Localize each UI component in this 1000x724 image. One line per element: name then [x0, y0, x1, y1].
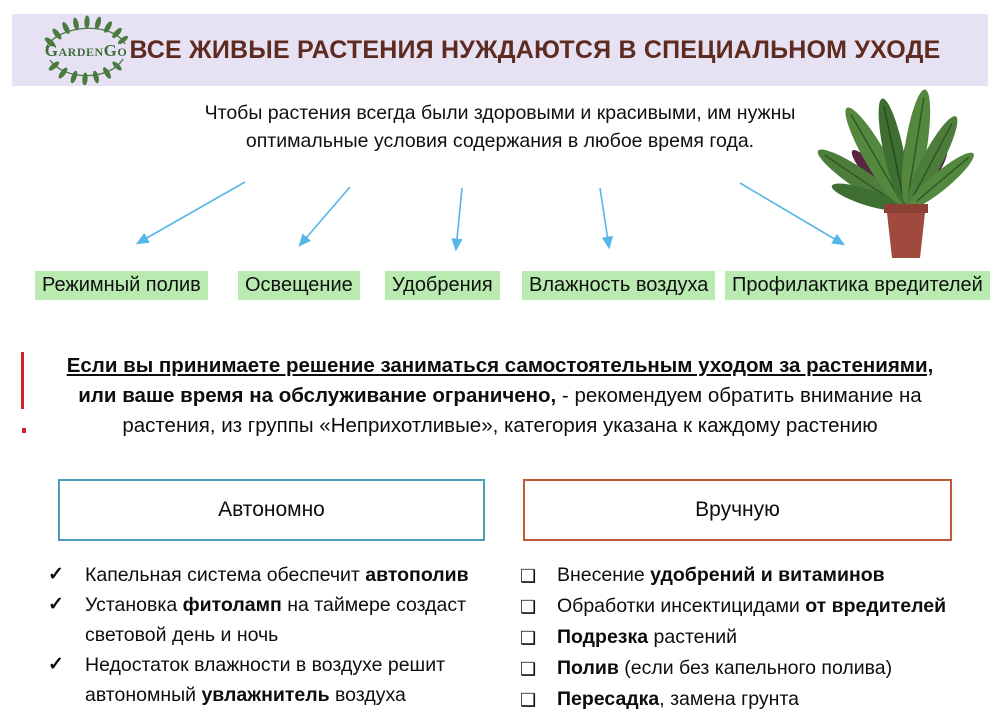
checkmark-icon: ✓: [48, 654, 64, 675]
checkbox-icon: ❑: [520, 628, 537, 648]
brand-name: GardenGo: [44, 41, 128, 60]
header-banner: [12, 14, 988, 86]
list-item: [48, 560, 485, 590]
manual-column-title: Вручную: [695, 498, 780, 521]
list-item: [520, 653, 977, 684]
advice-line: Если вы принимаете решение заниматься самостоятельным уходом за растениями,: [66, 354, 934, 377]
manual-care-list: [520, 560, 977, 715]
down-arrow-icon: [300, 187, 350, 245]
list-item: [520, 684, 977, 715]
list-item: [520, 622, 977, 653]
list-item: [48, 650, 485, 710]
list-item-text: Капельная система обеспечит автополив: [85, 564, 469, 586]
auto-column-title: Автономно: [218, 498, 325, 521]
care-label-watering: Режимный полив: [35, 271, 208, 300]
list-item-text: Подрезка растений: [557, 626, 738, 648]
care-label-pests: Профилактика вредителей: [725, 271, 990, 300]
list-item-text: Недостаток влажности в воздухе решит автономный увлажнитель воздуха: [85, 654, 446, 706]
auto-column-header: [58, 479, 485, 541]
intro-line: оптимальные условия содержания в любое время года.: [245, 130, 755, 152]
list-item-text: Полив (если без капельного полива): [557, 657, 893, 679]
auto-care-list: [48, 560, 485, 710]
intro-line: Чтобы растения всегда были здоровыми и красивыми, им нужны: [204, 102, 796, 124]
red-accent-bar: [21, 352, 24, 409]
down-arrow-icon: [600, 188, 609, 247]
brand-logo: [30, 15, 142, 85]
care-label-lighting: Освещение: [238, 271, 360, 300]
down-arrow-icon: [740, 183, 843, 244]
care-label-fertilizer: Удобрения: [385, 271, 500, 300]
care-label-humidity: Влажность воздуха: [522, 271, 715, 300]
intro-text: [150, 99, 850, 155]
checkbox-icon: ❑: [520, 659, 537, 679]
advice-line: растения, из группы «Неприхотливые», категория указана к каждому растению: [122, 414, 878, 437]
list-item-text: Обработки инсектицидами от вредителей: [557, 595, 947, 617]
list-item: [520, 591, 977, 622]
checkmark-icon: ✓: [48, 564, 64, 585]
down-arrow-icon: [456, 188, 462, 249]
list-item-text: Пересадка, замена грунта: [557, 688, 799, 710]
checkbox-icon: ❑: [520, 566, 537, 586]
checkbox-icon: ❑: [520, 597, 537, 617]
manual-column-header: [523, 479, 952, 541]
red-accent-dot: [22, 428, 26, 433]
checkbox-icon: ❑: [520, 690, 537, 710]
page-title: ВСЕ ЖИВЫЕ РАСТЕНИЯ НУЖДАЮТСЯ В СПЕЦИАЛЬНОМ УХОДЕ: [129, 35, 941, 64]
list-item: [48, 590, 485, 650]
checkmark-icon: ✓: [48, 594, 64, 615]
arrows-diagram: [0, 158, 1000, 262]
down-arrow-icon: [138, 182, 245, 243]
advice-line: или ваше время на обслуживание ограничено, - рекомендуем обратить внимание на: [78, 384, 922, 407]
list-item: [520, 560, 977, 591]
list-item-text: Установка фитоламп на таймере создаст световой день и ночь: [85, 594, 467, 646]
list-item-text: Внесение удобрений и витаминов: [557, 564, 885, 586]
advice-paragraph: [40, 351, 960, 441]
